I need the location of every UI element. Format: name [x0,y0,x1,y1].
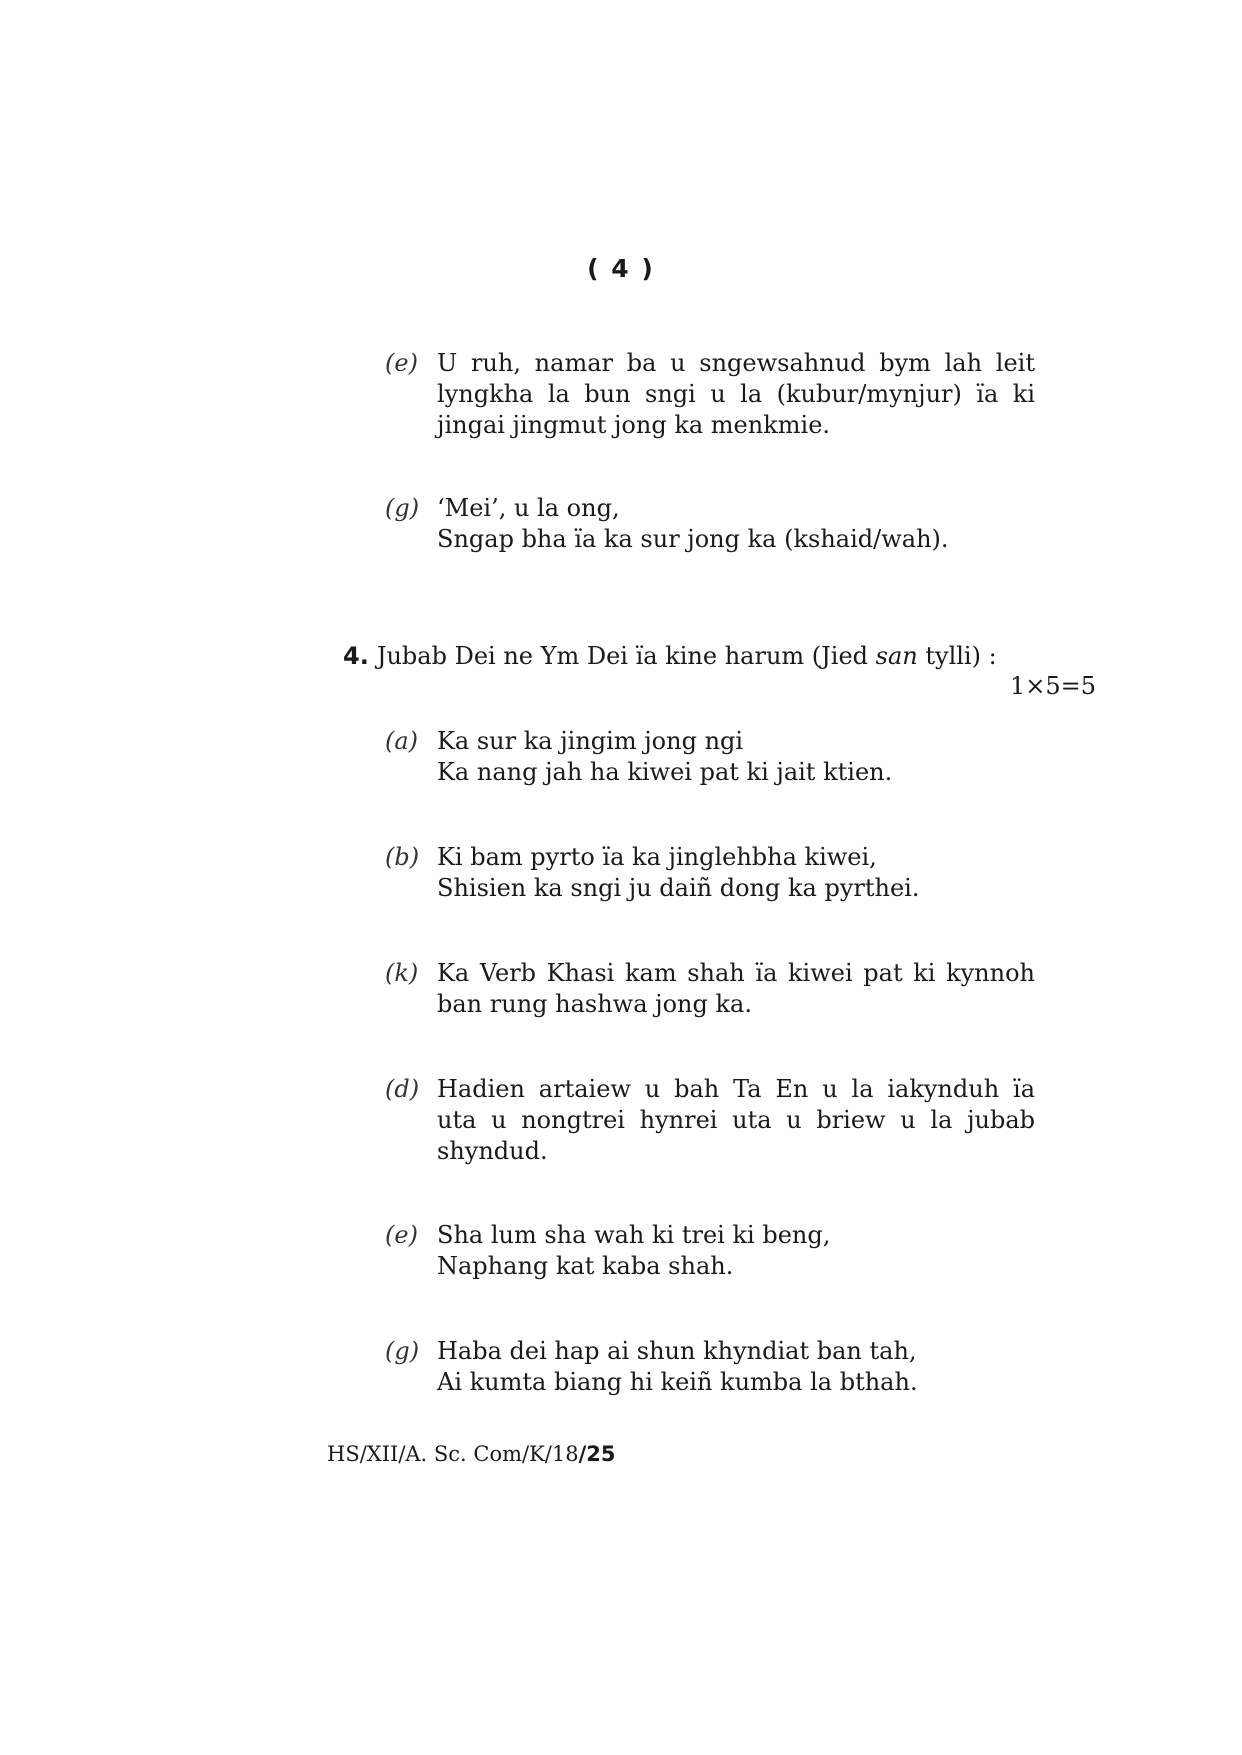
item-line: Ai kumta biang hi keiñ kumba la bthah. [437,1368,918,1396]
list-item [385,958,1035,1020]
list-item [385,1074,1035,1167]
item-text [437,348,1035,441]
item-line: Hadien artaiew u bah Ta En u la iakynduh ïa [437,1075,1035,1103]
item-line: ban rung hashwa jong ka. [437,990,752,1018]
item-label: (a) [385,727,419,755]
item-label: (e) [385,1221,418,1249]
item-text [437,1336,1035,1398]
item-text [437,1220,1035,1282]
item-line: uta u nongtrei hynrei uta u briew u la jubab [437,1106,1035,1134]
item-line: Shisien ka sngi ju daiñ dong ka pyrthei. [437,874,920,902]
question-text-italic: san [875,642,918,670]
item-line: jingai jingmut jong ka menkmie. [437,411,831,439]
item-text [437,726,1035,788]
item-line: Sngap bha ïa ka sur jong ka (kshaid/wah). [437,525,949,553]
item-label: (k) [385,959,419,987]
item-line: Ka nang jah ha kiwei pat ki jait ktien. [437,758,893,786]
item-label: (d) [385,1075,420,1103]
question-text-after: tylli) : [917,642,997,670]
list-item [385,1336,1035,1398]
item-label: (g) [385,1337,420,1365]
question-heading [343,641,997,672]
item-line: lyngkha la bun sngi u la (kubur/mynjur) ïa ki [437,380,1035,408]
list-item [385,1220,1035,1282]
item-text [437,958,1035,1020]
item-line: Haba dei hap ai shun khyndiat ban tah, [437,1337,917,1365]
item-text [437,493,1035,555]
item-line: Ka Verb Khasi kam shah ïa kiwei pat ki kynnoh [437,959,1035,987]
item-label: (e) [385,349,418,377]
paper-code [327,1440,616,1468]
page-number: ( 4 ) [587,254,655,283]
item-line: ‘Mei’, u la ong, [437,494,620,522]
item-line: Sha lum sha wah ki trei ki beng, [437,1221,831,1249]
list-item [385,726,1035,788]
paper-code-suffix: /25 [578,1442,616,1466]
item-line: Ki bam pyrto ïa ka jinglehbha kiwei, [437,843,877,871]
item-line: Ka sur ka jingim jong ngi [437,727,744,755]
question-number: 4. [343,642,369,670]
item-label: (g) [385,494,420,522]
paper-code-text: HS/XII/A. Sc. Com/K/18 [327,1442,579,1466]
item-label: (b) [385,843,420,871]
item-line: shyndud. [437,1137,548,1165]
item-line: Naphang kat kaba shah. [437,1252,734,1280]
item-text [437,1074,1035,1167]
question-text-before: Jubab Dei ne Ym Dei ïa kine harum (Jied [376,642,876,670]
list-item [385,348,1035,441]
list-item [385,842,1035,904]
item-text [437,842,1035,904]
question-marks: 1×5=5 [1009,672,1096,700]
item-line: U ruh, namar ba u sngewsahnud bym lah leit [437,349,1035,377]
list-item [385,493,1035,555]
